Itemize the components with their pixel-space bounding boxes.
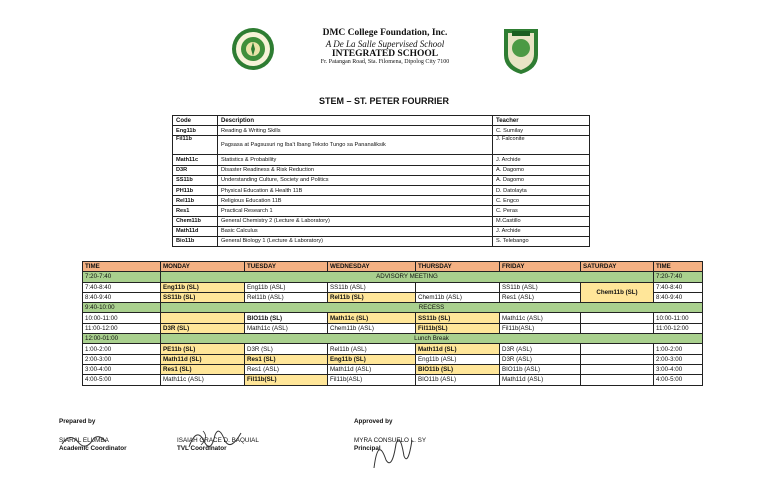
school-header [300, 28, 470, 66]
subject-description: Pagsasa at Pagsusuri ng Iba't Ibang Teksto Tungo sa Pananaliksik [218, 136, 493, 155]
subjects-header-teacher: Teacher [493, 116, 590, 126]
class-cell: SS11b (ASL) [500, 282, 581, 292]
class-cell: Eng11b (ASL) [245, 282, 328, 292]
class-schedule-table [82, 261, 703, 386]
class-cell: Math11d (SL) [161, 354, 245, 364]
class-cell: Math11d (ASL) [500, 375, 581, 385]
integrated-school-shield-logo [502, 25, 540, 75]
subject-code: Chem11b [173, 216, 218, 226]
subject-code: Fil11b [173, 136, 218, 155]
saturday-class-cell: Chem11b (SL) [581, 282, 654, 303]
subject-teacher: D. Datolayta [493, 185, 590, 195]
time-cell: 9:40-10:00 [83, 303, 161, 313]
subject-row [173, 155, 590, 165]
time-cell: 7:40-8:40 [83, 282, 161, 292]
class-cell: Chem11b (ASL) [328, 323, 416, 333]
subject-code: Math11d [173, 226, 218, 236]
class-cell: Fil11b(ASL) [328, 375, 416, 385]
subject-row [173, 236, 590, 246]
schedule-header-row [83, 262, 703, 272]
class-cell: D3R (SL) [245, 344, 328, 354]
school-name: DMC College Foundation, Inc. [322, 28, 448, 38]
approved-by-label: Approved by [354, 418, 393, 425]
header-monday: MONDAY [161, 262, 245, 272]
time-cell: 2:00-3:00 [83, 354, 161, 364]
subject-row [173, 126, 590, 136]
subjects-header-row [173, 116, 590, 126]
header-time-right: TIME [654, 262, 703, 272]
school-tagline: A De La Salle Supervised School [325, 38, 445, 49]
subject-description: Physical Education & Health 11B [218, 185, 493, 195]
schedule-row-recess [83, 303, 703, 313]
header-wednesday: WEDNESDAY [328, 262, 416, 272]
class-cell: BIO11b (SL) [245, 313, 328, 323]
class-cell: SS11b (SL) [161, 292, 245, 302]
subject-teacher: A. Dagomo [493, 165, 590, 175]
time-cell-right: 4:00-5:00 [654, 375, 703, 385]
signatory-title: Principal [354, 444, 381, 452]
class-cell: Math11c (ASL) [245, 323, 328, 333]
empty-cell [581, 313, 654, 323]
subject-code: Eng11b [173, 126, 218, 136]
class-cell: BIO11b (SL) [416, 364, 500, 374]
subject-row [173, 165, 590, 175]
subject-teacher: A. Dagomo [493, 175, 590, 185]
signatory-title: Academic Coordinator [59, 444, 127, 452]
subject-description: Practical Research 1 [218, 206, 493, 216]
class-cell: SS11b (SL) [416, 313, 500, 323]
school-unit: INTEGRATED SCHOOL [331, 48, 439, 59]
class-cell: Res1 (ASL) [500, 292, 581, 302]
subject-description: Statistics & Probability [218, 155, 493, 165]
subject-description: Disaster Readiness & Risk Reduction [218, 165, 493, 175]
signatory-name: SIARAL ELUMBA [59, 437, 109, 444]
class-cell: Rel11b (SL) [328, 292, 416, 302]
class-cell [416, 282, 500, 292]
subject-code: Res1 [173, 206, 218, 216]
subject-teacher: J. Falconite [493, 136, 590, 155]
time-cell-right: 8:40-9:40 [654, 292, 703, 302]
time-cell: 11:00-12:00 [83, 323, 161, 333]
time-cell: 1:00-2:00 [83, 344, 161, 354]
subject-row [173, 226, 590, 236]
class-cell: Eng11b (ASL) [416, 354, 500, 364]
subject-description: Basic Calculus [218, 226, 493, 236]
subject-teacher: J. Archide [493, 226, 590, 236]
class-cell: D3R (SL) [161, 323, 245, 333]
class-cell: D3R (ASL) [500, 354, 581, 364]
subject-teacher: M.Castillo [493, 216, 590, 226]
schedule-row-advisory [83, 272, 703, 282]
schedule-row [83, 344, 703, 354]
signature-scribble [368, 430, 416, 472]
schedule-row [83, 364, 703, 374]
schedule-row-lunch [83, 334, 703, 344]
subject-code: SS11b [173, 175, 218, 185]
subject-teacher: S. Telebango [493, 236, 590, 246]
subjects-header-description: Description [218, 116, 493, 126]
time-cell-right: 11:00-12:00 [654, 323, 703, 333]
signature-scribble [60, 428, 110, 450]
subject-description: Religious Education 11B [218, 196, 493, 206]
time-cell: 4:00-5:00 [83, 375, 161, 385]
prepared-by-label: Prepared by [59, 418, 96, 425]
time-cell-right: 7:40-8:40 [654, 282, 703, 292]
subject-row [173, 136, 590, 155]
class-cell: Rel11b (ASL) [328, 344, 416, 354]
empty-cell [581, 323, 654, 333]
section-title: STEM – ST. PETER FOURRIER [318, 96, 450, 106]
subject-teacher: C. Peras [493, 206, 590, 216]
subject-description: Reading & Writing Skills [218, 126, 493, 136]
schedule-row [83, 282, 703, 292]
subject-teacher: C. Sumilay [493, 126, 590, 136]
subject-row [173, 175, 590, 185]
class-cell: Res1 (ASL) [245, 364, 328, 374]
subject-code: PH11b [173, 185, 218, 195]
class-cell: BIO11b (ASL) [416, 375, 500, 385]
signatory-name: ISAIAH GRACE D. BAQUIAL [177, 437, 259, 444]
time-cell: 7:20-7:40 [83, 272, 161, 282]
header-saturday: SATURDAY [581, 262, 654, 272]
subject-code: Math11c [173, 155, 218, 165]
subject-row [173, 185, 590, 195]
header-time: TIME [83, 262, 161, 272]
dmc-seal-logo [231, 27, 275, 71]
class-cell: Fil11b(SL) [245, 375, 328, 385]
time-cell-right: 1:00-2:00 [654, 344, 703, 354]
class-cell: Math11d (ASL) [328, 364, 416, 374]
subject-code: Bio11b [173, 236, 218, 246]
class-cell: Fil11b(SL) [416, 323, 500, 333]
class-cell: SS11b (ASL) [328, 282, 416, 292]
empty-cell [581, 344, 654, 354]
class-cell: Math11c (SL) [328, 313, 416, 323]
schedule-row [83, 354, 703, 364]
class-cell: D3R (ASL) [500, 344, 581, 354]
subject-code: Rel11b [173, 196, 218, 206]
subject-description: General Chemistry 2 (Lecture & Laboratory) [218, 216, 493, 226]
class-cell [161, 313, 245, 323]
class-cell: Math11c (ASL) [500, 313, 581, 323]
subject-teacher: C. Engco [493, 196, 590, 206]
subject-row [173, 196, 590, 206]
header-friday: FRIDAY [500, 262, 581, 272]
subject-description: Understanding Culture, Society and Politics [218, 175, 493, 185]
time-cell-right: 7:20-7:40 [654, 272, 703, 282]
lunch-break-cell: Lunch Break [161, 334, 703, 344]
schedule-row [83, 375, 703, 385]
subjects-table [172, 115, 590, 247]
schedule-row [83, 313, 703, 323]
class-cell: Eng11b (SL) [161, 282, 245, 292]
empty-cell [581, 364, 654, 374]
time-cell-right: 2:00-3:00 [654, 354, 703, 364]
recess-cell: RECESS [161, 303, 703, 313]
time-cell-right: 3:00-4:00 [654, 364, 703, 374]
advisory-meeting-cell: ADVISORY MEETING [161, 272, 654, 282]
subject-row [173, 206, 590, 216]
signature-scribble [185, 423, 245, 455]
class-cell: Eng11b (SL) [328, 354, 416, 364]
time-cell-right: 10:00-11:00 [654, 313, 703, 323]
time-cell: 10:00-11:00 [83, 313, 161, 323]
header-tuesday: TUESDAY [245, 262, 328, 272]
time-cell: 3:00-4:00 [83, 364, 161, 374]
signatory-name: MYRA CONSUELO L. SY [354, 437, 427, 444]
class-cell: Math11c (ASL) [161, 375, 245, 385]
subject-row [173, 216, 590, 226]
class-cell: PE11b (SL) [161, 344, 245, 354]
schedule-row [83, 323, 703, 333]
header-thursday: THURSDAY [416, 262, 500, 272]
time-cell: 8:40-9:40 [83, 292, 161, 302]
signatory-title: TVL Coordinator [177, 444, 227, 452]
class-cell: Rel11b (ASL) [245, 292, 328, 302]
empty-cell [581, 354, 654, 364]
school-address: Fr. Patangan Road, Sta. Filomena, Dipolog City 7100 [320, 59, 450, 66]
class-cell: Chem11b (ASL) [416, 292, 500, 302]
time-cell: 12:00-01:00 [83, 334, 161, 344]
subject-code: D3R [173, 165, 218, 175]
class-cell: Res1 (SL) [161, 364, 245, 374]
class-cell: Res1 (SL) [245, 354, 328, 364]
empty-cell [581, 375, 654, 385]
class-cell: Math11d (SL) [416, 344, 500, 354]
subject-teacher: J. Archide [493, 155, 590, 165]
class-cell: BIO11b (ASL) [500, 364, 581, 374]
subject-description: General Biology 1 (Lecture & Laboratory) [218, 236, 493, 246]
class-cell: Fil11b(ASL) [500, 323, 581, 333]
subjects-header-code: Code [173, 116, 218, 126]
